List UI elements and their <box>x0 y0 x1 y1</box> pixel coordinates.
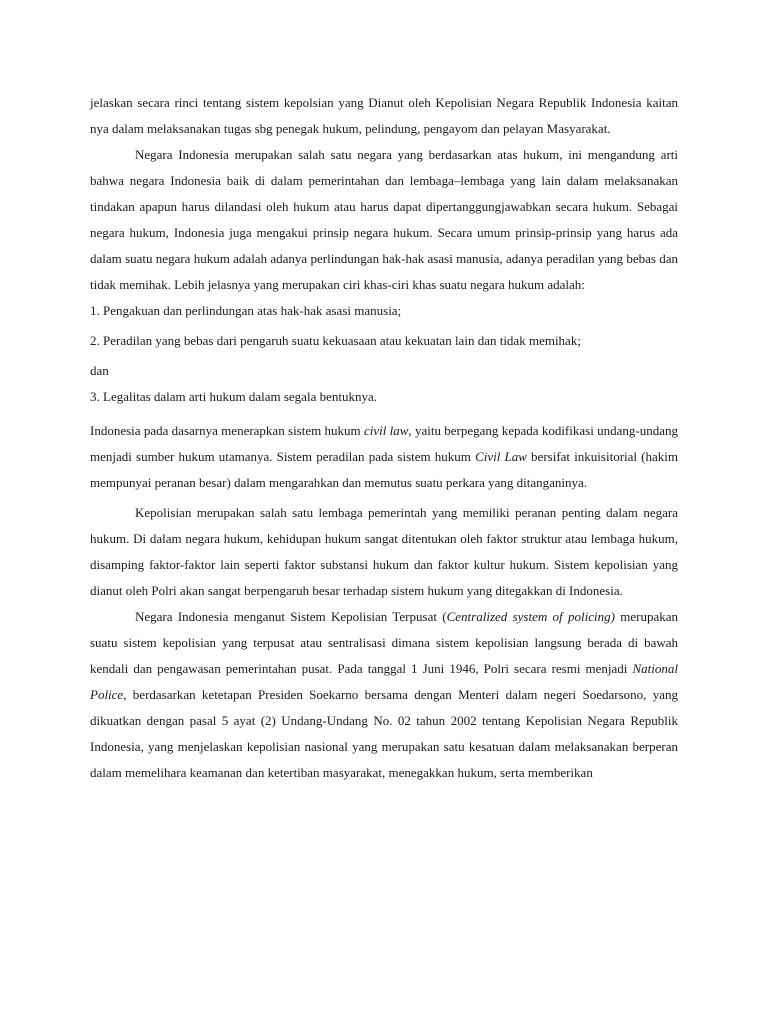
paragraph-sistem-terpusat <box>90 604 678 786</box>
document-page <box>90 90 678 786</box>
list-item-2: 2. Peradilan yang bebas dari pengaruh suatu kekuasaan atau kekuatan lain dan tidak memihak; <box>90 333 581 348</box>
paragraph-negara-hukum: Negara Indonesia merupakan salah satu negara yang berdasarkan atas hukum, ini mengandung arti bahwa negara Indonesia baik di dalam pemerintahan dan lembaga–lembaga yang lain dalam melaksanakan tindakan apapun harus dilandasi oleh hukum atau harus dapat dipertanggungjawabkan secara hukum. Sebagai negara hukum, Indonesia juga mengakui prinsip negara hukum. Secara umum prinsip-prinsip yang harus ada dalam suatu negara hukum adalah adanya perlindungan hak-hak asasi manusia, adanya peradilan yang bebas dan tidak memihak. Lebih jelasnya yang merupakan ciri khas-ciri khas suatu negara hukum adalah: <box>90 147 678 292</box>
list-item-3: 3. Legalitas dalam arti hukum dalam segala bentuknya. <box>90 389 377 404</box>
text-run: , berdasarkan ketetapan Presiden Soekarno bersama dengan Menteri dalam negeri Soedarsono, yang dikuatkan dengan pasal 5 ayat (2) Undang-Undang No. 02 tahun 2002 tentang Kepolisian Negara Republik Indonesia, yang menjelaskan kepolisian nasional yang merupakan satu kesatuan dalam melaksanakan berperan dalam memelihara keamanan dan ketertiban masyarakat, menegakkan hukum, serta memberikan <box>90 687 678 780</box>
paragraph-kepolisian: Kepolisian merupakan salah satu lembaga pemerintah yang memiliki peranan penting dalam negara hukum. Di dalam negara hukum, kehidupan hukum sangat ditentukan oleh faktor struktur atau lembaga hukum, disamping faktor-faktor lain seperti faktor substansi hukum dan faktor kultur hukum. Sistem kepolisian yang dianut oleh Polri akan sangat berpengaruh besar terhadap sistem hukum yang ditegakkan di Indonesia. <box>90 505 678 598</box>
italic-term-centralized: Centralized system of policing) <box>446 609 615 624</box>
paragraph-civil-law <box>90 418 678 496</box>
intro-paragraph: jelaskan secara rinci tentang sistem kepolsian yang Dianut oleh Kepolisian Negara Republik Indonesia kaitan nya dalam melaksanakan tugas sbg penegak hukum, pelindung, pengayom dan pelayan Masyarakat. <box>90 95 678 136</box>
text-run: Indonesia pada dasarnya menerapkan sistem hukum <box>90 423 364 438</box>
text-run: Negara Indonesia menganut Sistem Kepolisian Terpusat ( <box>135 609 447 624</box>
text-run: bersifat inkuisitorial (hakim mempunyai peranan besar) dalam mengarahkan dan memutus suatu perkara yang ditanganinya. <box>90 449 678 490</box>
text-run: , yaitu berpegang kepada kodifikasi undang-undang menjadi sumber hukum utamanya. Sistem peradilan pada sistem hukum <box>90 423 678 464</box>
list-item-1: 1. Pengakuan dan perlindungan atas hak-hak asasi manusia; <box>90 303 402 318</box>
italic-term-civil-law: civil law <box>363 423 409 438</box>
list-item-2-continuation: dan <box>90 363 109 378</box>
text-run: merupakan suatu sistem kepolisian yang terpusat atau sentralisasi dimana sistem kepolisian langsung berada di bawah kendali dan pengawasan pemerintahan pusat. Pada tanggal 1 Juni 1946, Polri secara resmi menjadi <box>90 609 678 676</box>
italic-term-civil-law-caps: Civil Law <box>475 449 527 464</box>
italic-term-national-police: National Police <box>90 661 678 702</box>
